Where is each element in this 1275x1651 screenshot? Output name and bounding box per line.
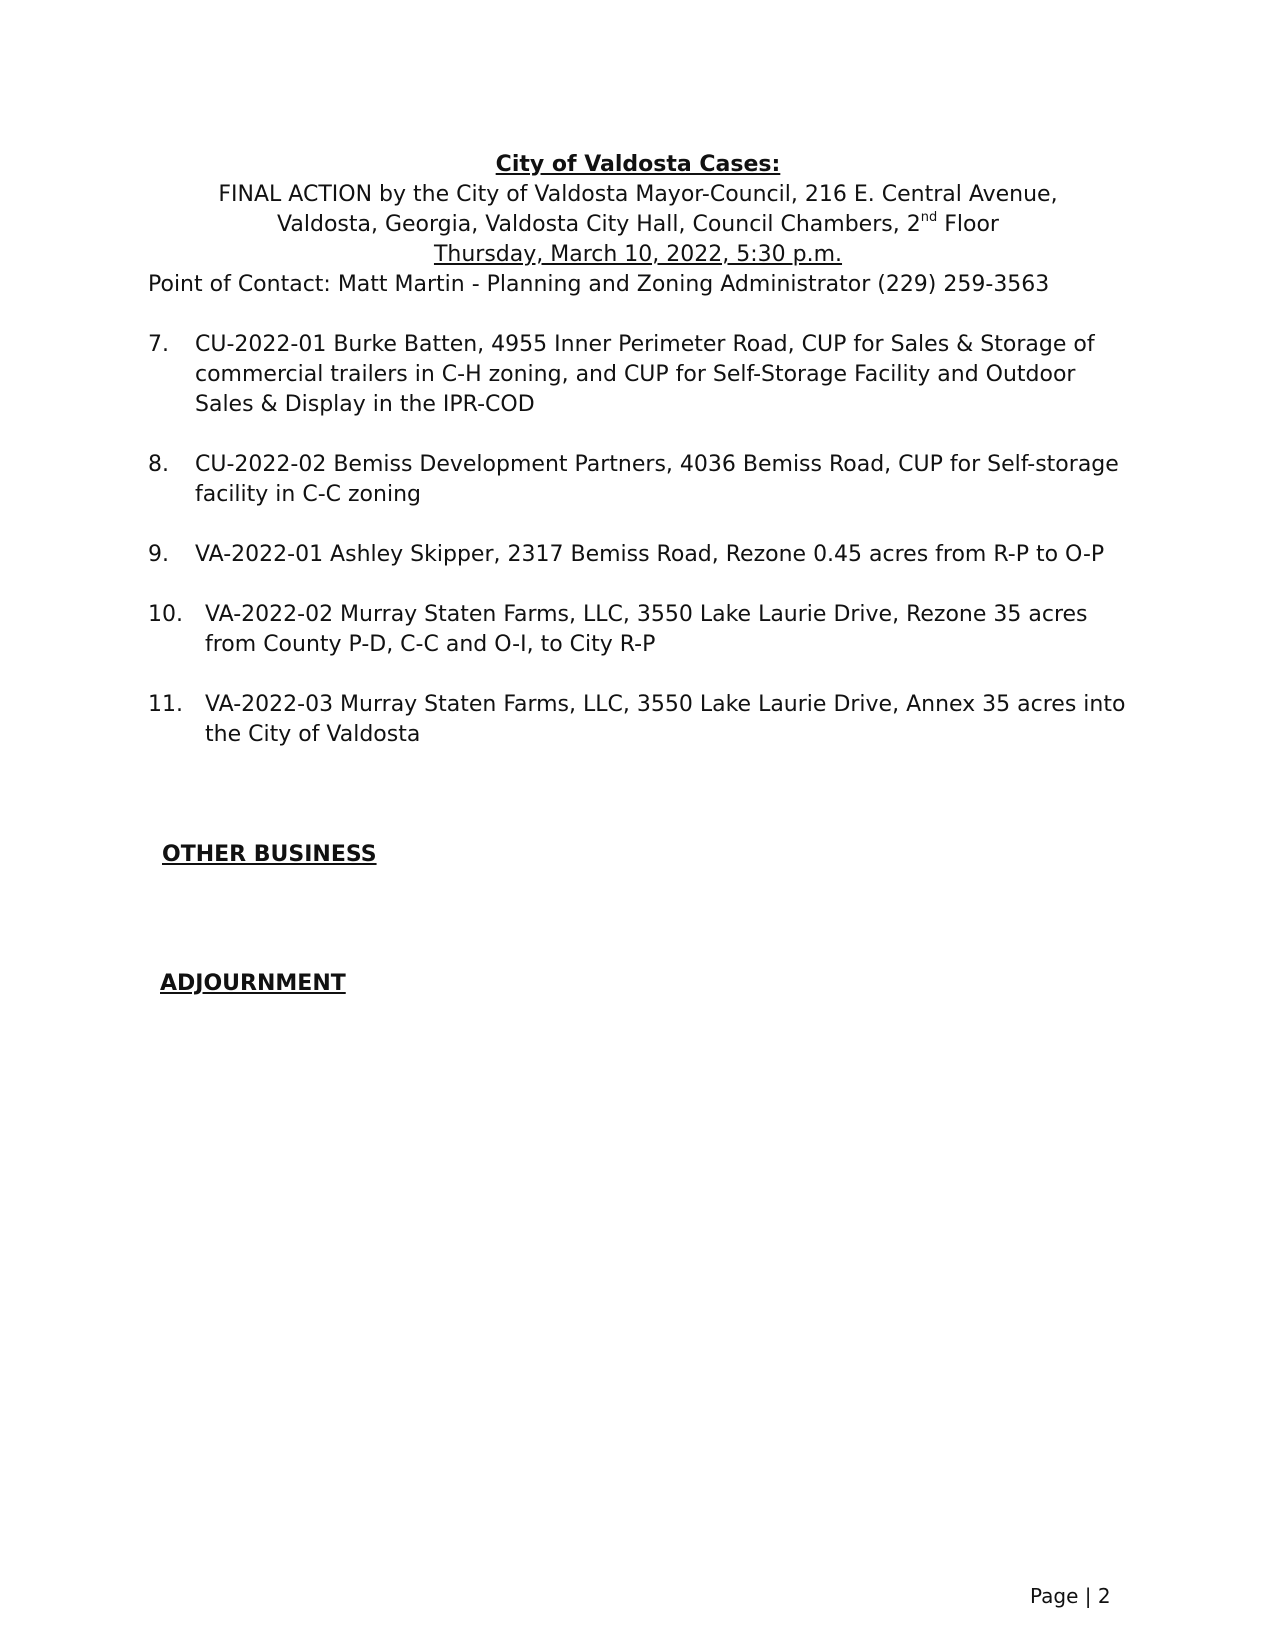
item-number: 9. — [148, 542, 169, 567]
list-item: 8. CU-2022-02 Bemiss Development Partners, 4036 Bemiss Road, CUP for Self-storage facility in C-C zoning — [148, 452, 1119, 507]
item-number: 11. — [148, 692, 183, 717]
list-item: 9. VA-2022-01 Ashley Skipper, 2317 Bemiss Road, Rezone 0.45 acres from R-P to O-P — [148, 540, 1138, 570]
list-item: 11. VA-2022-03 Murray Staten Farms, LLC, 3550 Lake Laurie Drive, Annex 35 acres into the City of Valdosta — [148, 692, 1126, 747]
section-title: City of Valdosta Cases: — [495, 152, 781, 177]
meeting-date: Thursday, March 10, 2022, 5:30 p.m. — [433, 242, 843, 267]
adjournment-heading: ADJOURNMENT — [160, 971, 346, 996]
other-business-heading: OTHER BUSINESS — [162, 842, 377, 867]
list-item: 7. CU-2022-01 Burke Batten, 4955 Inner Perimeter Road, CUP for Sales & Storage of commercial trailers in C-H zoning, and CUP for Self-Storage Facility and Outdoor Sales & Display in the IPR-COD — [148, 332, 1095, 417]
list-item: 10. VA-2022-02 Murray Staten Farms, LLC, 3550 Lake Laurie Drive, Rezone 35 acres from County P-D, C-C and O-I, to City R-P — [148, 602, 1088, 657]
point-of-contact: Point of Contact: Matt Martin - Planning and Zoning Administrator (229) 259-3563 — [148, 272, 1050, 297]
page-number: Page | 2 — [1030, 1584, 1111, 1608]
cases-header — [148, 150, 1128, 300]
case-list — [148, 330, 1138, 780]
item-number: 8. — [148, 452, 169, 477]
item-number: 10. — [148, 602, 183, 627]
meeting-location-line-2: Valdosta, Georgia, Valdosta City Hall, Council Chambers, 2nd Floor — [277, 209, 999, 237]
item-number: 7. — [148, 332, 169, 357]
meeting-location-line-1: FINAL ACTION by the City of Valdosta Mayor-Council, 216 E. Central Avenue, — [218, 182, 1058, 207]
